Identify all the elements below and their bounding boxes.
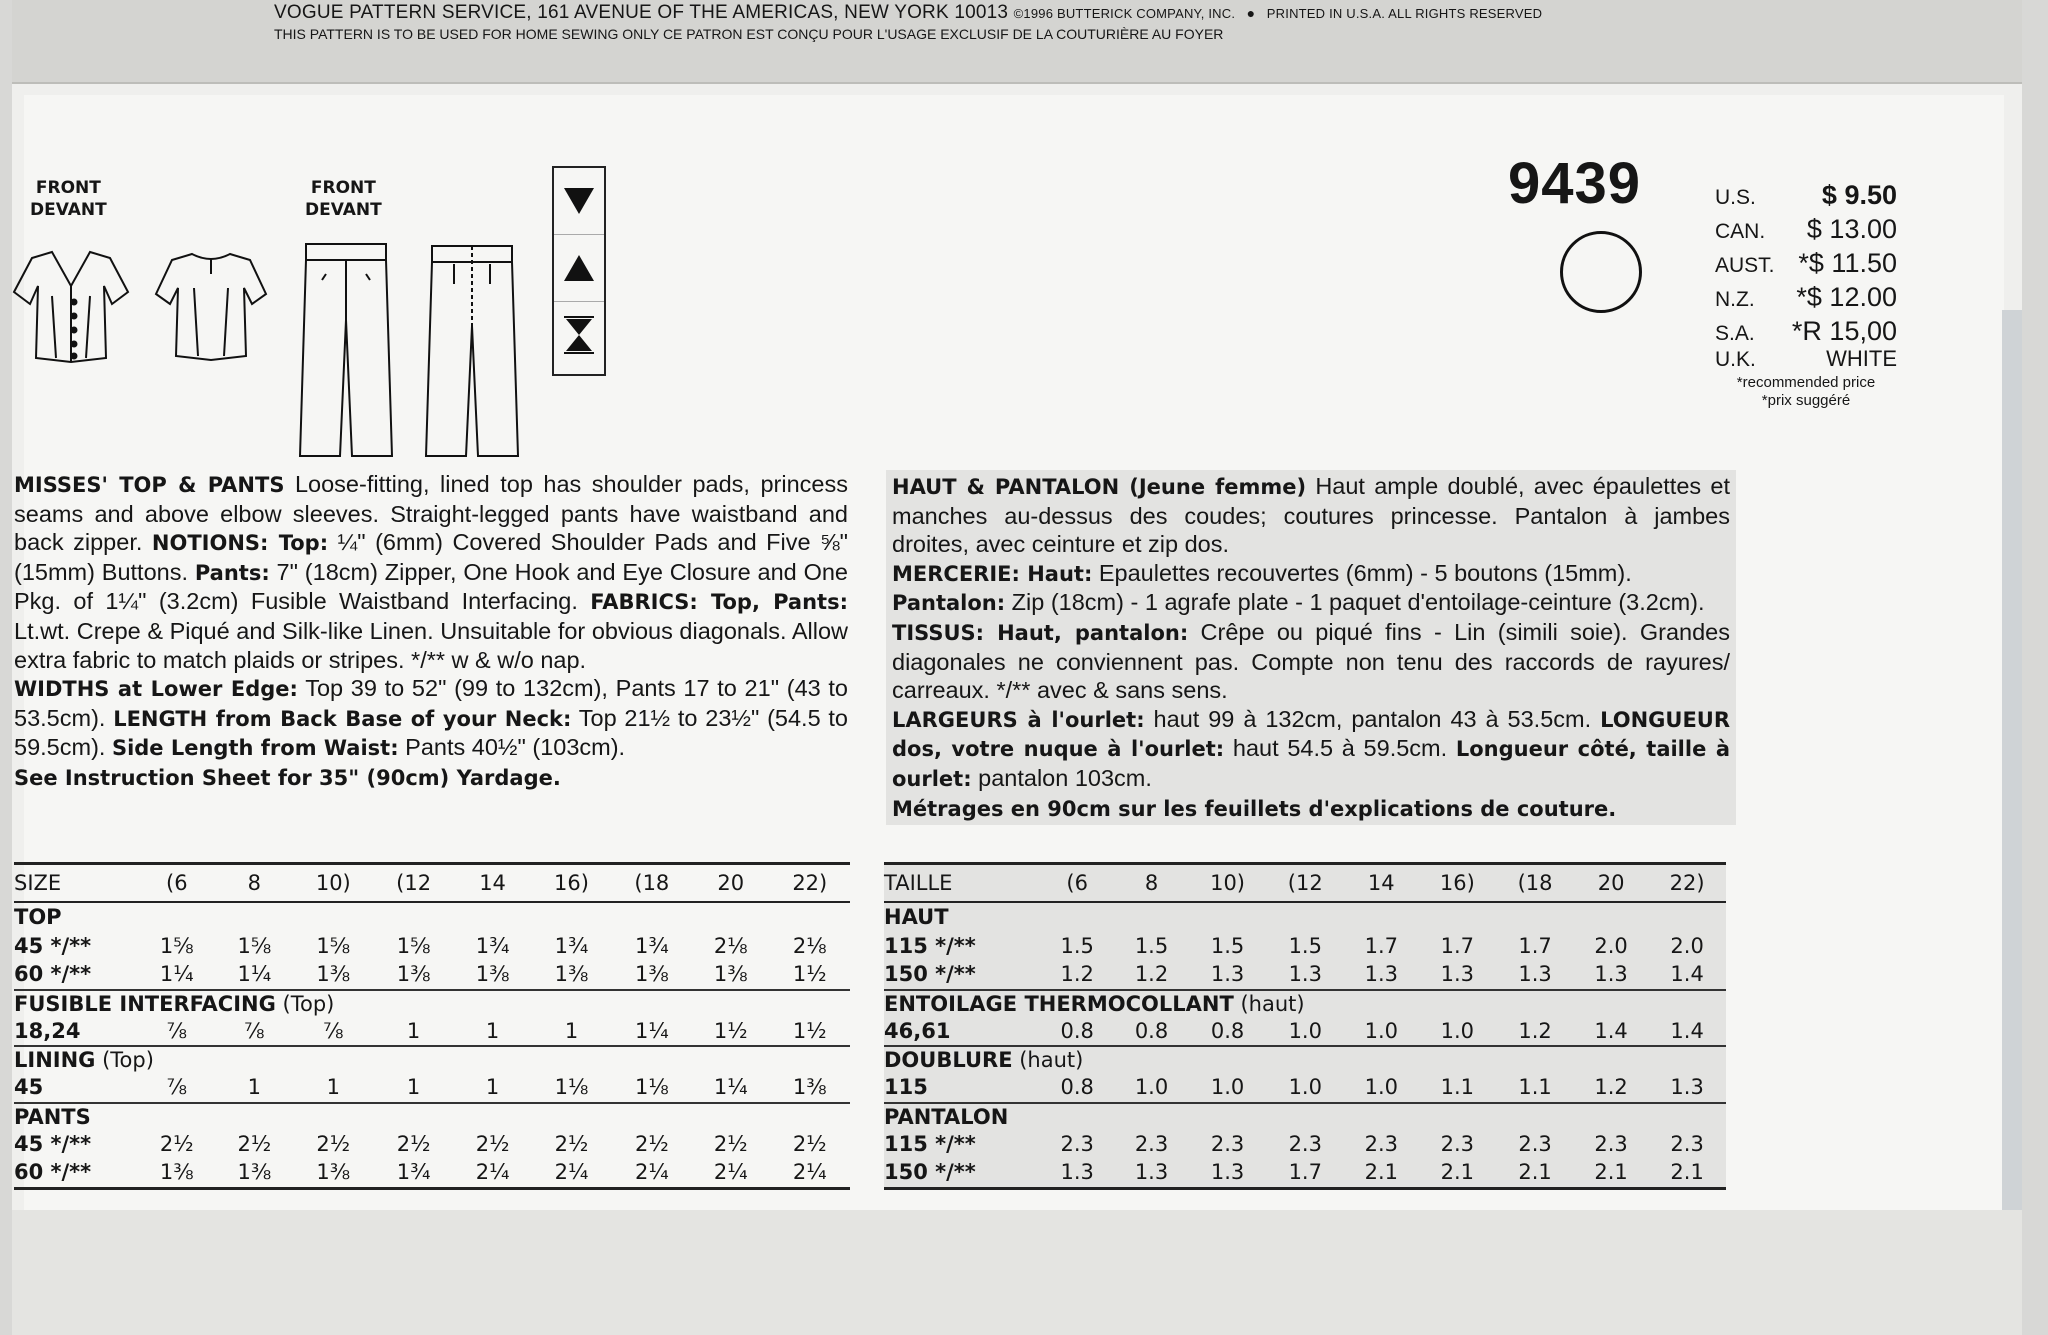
fabrics-label: FABRICS: Top, Pants:: [590, 590, 848, 615]
table-cell: 1.2: [1594, 1075, 1628, 1100]
table-cell: 2.3: [1364, 1131, 1398, 1156]
group-header-row: [884, 1046, 1726, 1073]
price-row: [1715, 282, 1897, 316]
desc-title: MISSES' TOP & PANTS: [14, 473, 285, 497]
table-cell: 1.7: [1364, 933, 1398, 958]
table-cell: 2.1: [1344, 1158, 1418, 1188]
price-list: [1715, 180, 1897, 410]
group-title: DOUBLURE: [884, 1048, 1013, 1072]
price-row: [1715, 248, 1897, 282]
table-cell: 1.3: [1518, 962, 1552, 987]
table-cell: 2¼: [454, 1158, 532, 1188]
table-cell: 1¾: [475, 933, 510, 958]
size-cell: 16): [531, 864, 611, 903]
table-cell: 1: [564, 1018, 579, 1043]
table-cell: 1.3: [1040, 1158, 1114, 1188]
group-name: [14, 1046, 850, 1073]
table-cell: 2¼: [612, 1158, 692, 1188]
row-label: 45 */**: [14, 933, 92, 958]
table-row: [884, 960, 1726, 990]
size-cell: (18: [612, 864, 692, 903]
table-cell: 1½: [713, 1018, 748, 1043]
table-cell: 2¼: [531, 1158, 611, 1188]
top-back-sketch: [154, 248, 268, 364]
table-cell: 1.4: [1594, 1018, 1628, 1043]
table-cell: ⅞: [166, 1018, 187, 1043]
group-name: [14, 902, 850, 932]
table-row: [14, 1073, 850, 1103]
length-text: Top 21½ to 23½" (54.5 to 59.5cm).: [14, 704, 849, 761]
table-cell: 1½: [792, 1018, 827, 1043]
table-cell: 0.8: [1060, 1018, 1094, 1043]
fabrics-text: Lt.wt. Crepe & Piqué and Silk-like Linen. Unsuitable for obvious diagonals. Allow extra fabric to match plaids or stripes. */** w & w/o nap.: [14, 617, 848, 673]
table-cell: 1⅛: [554, 1075, 589, 1100]
yardage-table-en: [14, 862, 850, 1190]
pants-notions-text: 7" (18cm) Zipper, One Hook and Eye Closure and One Pkg. of 1¼" (3.2cm) Fusible Waistband Interfacing.: [14, 558, 848, 615]
table-cell: 1.7: [1518, 933, 1552, 958]
table-cell: 1.1: [1440, 1075, 1475, 1100]
group-title: HAUT: [884, 905, 949, 930]
table-cell: 1: [406, 1018, 421, 1043]
group-name: [884, 902, 1726, 932]
table-cell: 1⅜: [554, 962, 589, 987]
pants-back-sketch: [424, 242, 520, 460]
price-value: $ 9.50: [1821, 180, 1897, 210]
table-cell: 1.0: [1440, 1018, 1475, 1043]
desc-title-fr: HAUT & PANTALON (Jeune femme): [892, 475, 1307, 499]
copyright: ©1996 BUTTERICK COMPANY, INC.: [1013, 6, 1236, 21]
group-header-row: [884, 990, 1726, 1017]
table-cell: 1.0: [1288, 1018, 1322, 1043]
table-cell: 2.3: [1288, 1131, 1322, 1156]
pants-front-sketch: [298, 240, 394, 460]
row-label: 115 */**: [884, 1131, 976, 1156]
table-cell: 1: [485, 1018, 500, 1043]
table-cell: 1¼: [159, 962, 194, 987]
table-cell: 1⅜: [634, 962, 669, 987]
table-cell: 2.0: [1670, 933, 1704, 958]
group-header-row: [14, 902, 850, 932]
row-label: 150 */**: [884, 1158, 1040, 1188]
table-cell: 1.0: [1134, 1075, 1169, 1100]
table-cell: 1¾: [373, 1158, 453, 1188]
table-cell: 1.3: [1210, 962, 1245, 987]
largeurs-label: LARGEURS à l'ourlet:: [892, 707, 1145, 732]
table-cell: 2½: [396, 1131, 431, 1156]
table-cell: 1: [247, 1075, 262, 1100]
table-row: [884, 1158, 1726, 1188]
price-value: *R 15,00: [1791, 316, 1897, 346]
group-header-row: [14, 1046, 850, 1073]
table-cell: 1.3: [1594, 962, 1628, 987]
table-cell: 1.5: [1210, 933, 1245, 958]
price-value: *$ 11.50: [1798, 248, 1897, 278]
rights-notice: PRINTED IN U.S.A. ALL RIGHTS RESERVED: [1266, 6, 1543, 21]
group-title: FUSIBLE INTERFACING: [14, 991, 276, 1016]
table-cell: 1⅜: [396, 962, 431, 987]
table-cell: 1⅝: [237, 933, 272, 958]
table-cell: 1.5: [1060, 933, 1094, 958]
desc-body: Loose-fitting, lined top has shoulder pads, princess seams and above elbow sleeves. Straight-legged pants have waistband and back zipper.: [14, 471, 848, 556]
table-row: [14, 932, 850, 961]
group-title: PANTALON: [884, 1104, 1009, 1129]
price-country: AUST.: [1715, 254, 1775, 277]
table-row: [884, 1130, 1726, 1159]
table-cell: 1½: [792, 962, 827, 987]
row-label: 45: [14, 1075, 44, 1100]
table-cell: ⅞: [323, 1018, 344, 1043]
price-row: [1715, 316, 1897, 346]
table-cell: 2.1: [1648, 1158, 1726, 1188]
size-cell: 16): [1418, 864, 1496, 903]
size-header-row: [884, 864, 1726, 903]
price-country: S.A.: [1715, 322, 1755, 345]
table-cell: 1: [485, 1075, 500, 1100]
row-label: 45 */**: [14, 1131, 92, 1156]
table-cell: 2.3: [1670, 1131, 1704, 1156]
price-row: [1715, 180, 1897, 214]
fabric-symbol-legend: [552, 166, 606, 376]
size-label: TAILLE: [884, 864, 1040, 903]
size-cell: 10): [1189, 864, 1267, 903]
table-cell: 2¼: [692, 1158, 770, 1188]
notions-label: NOTIONS: Top:: [151, 531, 329, 556]
table-cell: 1.3: [1364, 962, 1398, 987]
table-cell: 0.8: [1210, 1018, 1245, 1043]
table-cell: ⅞: [166, 1075, 187, 1100]
group-note: (haut): [1233, 991, 1305, 1016]
table-cell: 2½: [475, 1131, 510, 1156]
up-arrow-icon: [554, 235, 604, 302]
table-cell: 1⅜: [475, 962, 510, 987]
size-cell: 22): [1648, 864, 1726, 903]
mercerie-text: Epaulettes recouvertes (6mm) - 5 boutons (15mm).: [1092, 559, 1632, 586]
longueur-label: LONGUEUR dos, votre nuque à l'ourlet:: [892, 707, 1731, 762]
group-header-row: [14, 990, 850, 1017]
table-cell: 2¼: [770, 1158, 850, 1188]
table-cell: 2⅛: [792, 933, 827, 958]
size-cell: (12: [1266, 864, 1344, 903]
table-row: [14, 1130, 850, 1159]
group-note: (Top): [95, 1048, 154, 1072]
table-cell: 1.0: [1210, 1075, 1245, 1100]
table-cell: 2.1: [1418, 1158, 1496, 1188]
side-length-text: Pants 40½" (103cm).: [398, 734, 626, 761]
size-cell: 8: [216, 864, 294, 903]
pants-front-label-en: FRONT: [310, 178, 376, 198]
size-cell: (6: [138, 864, 216, 903]
table-cell: 1: [326, 1075, 340, 1100]
table-cell: 1.3: [1440, 962, 1475, 987]
widths-text: Top 39 to 52" (99 to 132cm), Pants 17 to 21" (43 to 53.5cm).: [14, 675, 848, 731]
size-cell: 22): [770, 864, 850, 903]
pantalon-label: Pantalon:: [892, 591, 1006, 616]
row-label: 46,61: [884, 1018, 951, 1043]
table-row: [884, 1073, 1726, 1103]
metrages-note: Métrages en 90cm sur les feuillets d'explications de couture.: [892, 796, 1617, 821]
table-row: [14, 960, 850, 990]
row-label: 60 */**: [14, 962, 92, 987]
price-row: [1715, 346, 1897, 374]
top-front-sketch: [12, 246, 130, 366]
circle-mark: [1560, 231, 1642, 313]
largeurs-text: haut 99 à 132cm, pantalon 43 à 53.5cm.: [1144, 705, 1601, 732]
table-cell: 1: [406, 1075, 421, 1100]
top-front-label-fr: DEVANT: [30, 200, 107, 220]
table-cell: 1.0: [1364, 1075, 1398, 1100]
group-header-row: [14, 1103, 850, 1130]
table-cell: 2.3: [1134, 1131, 1169, 1156]
table-cell: 1.7: [1266, 1158, 1344, 1188]
desc-body-fr: Haut ample doublé, avec épaulettes et manches au-dessus des coudes; coutures princesse. Pantalon à jambes droites, avec ceinture et zip dos.: [892, 473, 1730, 558]
size-header-row: [14, 864, 850, 903]
group-title: ENTOILAGE THERMOCOLLANT: [884, 991, 1234, 1016]
table-cell: 1.4: [1670, 1018, 1704, 1043]
price-row: [1715, 214, 1897, 248]
table-cell: 1¼: [634, 1018, 669, 1043]
table-cell: 1.7: [1440, 933, 1475, 958]
table-cell: 1.4: [1670, 962, 1704, 987]
table-cell: 1.3: [1670, 1075, 1704, 1100]
measurement-strip: [2002, 310, 2022, 1210]
group-name: [14, 1103, 850, 1130]
price-value: $ 13.00: [1806, 214, 1897, 244]
table-cell: 1.3: [1189, 1158, 1267, 1188]
yardage-table-fr: [884, 862, 1726, 1190]
table-cell: 1⅜: [293, 1158, 373, 1188]
table-cell: 1¾: [554, 933, 589, 958]
table-cell: 1.1: [1518, 1075, 1552, 1100]
table-cell: 1¼: [713, 1075, 748, 1100]
table-cell: ⅞: [244, 1018, 265, 1043]
cote-text: pantalon 103cm.: [971, 764, 1152, 791]
row-label: 18,24: [14, 1018, 81, 1043]
size-cell: 20: [692, 864, 770, 903]
group-name: [14, 990, 850, 1017]
group-title: LINING: [14, 1048, 96, 1072]
table-cell: 1⅜: [138, 1158, 216, 1188]
table-cell: 1.3: [1114, 1158, 1188, 1188]
length-label: LENGTH from Back Base of your Neck:: [113, 706, 572, 731]
pants-notions-label: Pants:: [194, 560, 270, 585]
row-label: 115: [884, 1075, 928, 1100]
top-front-label: [30, 177, 107, 221]
pantalon-text: Zip (18cm) - 1 agrafe plate - 1 paquet d'entoilage-ceinture (3.2cm).: [1005, 589, 1705, 616]
row-label: 60 */**: [14, 1158, 138, 1188]
table-cell: 1.0: [1364, 1018, 1398, 1043]
description-en: [14, 470, 848, 793]
widths-label: WIDTHS at Lower Edge:: [14, 677, 298, 702]
table-cell: 1⅝: [396, 933, 431, 958]
group-note: (haut): [1012, 1048, 1084, 1072]
pants-front-label: [305, 177, 382, 221]
table-cell: 2.3: [1594, 1131, 1628, 1156]
cote-label: Longueur côté, taille à ourlet:: [892, 737, 1730, 791]
price-note-fr: *prix suggéré: [1761, 392, 1851, 409]
price-value: WHITE: [1826, 346, 1897, 371]
table-cell: 1⅛: [634, 1075, 669, 1100]
table-cell: 1.2: [1134, 962, 1169, 987]
table-cell: 2½: [159, 1131, 194, 1156]
table-cell: 1¾: [634, 933, 669, 958]
size-label: SIZE: [14, 864, 138, 903]
size-cell: 8: [1114, 864, 1188, 903]
price-country: CAN.: [1715, 220, 1766, 243]
size-cell: (18: [1496, 864, 1574, 903]
table-cell: 1¼: [237, 962, 272, 987]
table-cell: 2.0: [1594, 933, 1628, 958]
side-length-label: Side Length from Waist:: [111, 736, 399, 761]
top-front-label-en: FRONT: [35, 178, 101, 198]
table-cell: 1⅜: [792, 1075, 827, 1100]
size-cell: (6: [1040, 864, 1114, 903]
group-note: (Top): [275, 991, 335, 1016]
notions-text: ¼" (6mm) Covered Shoulder Pads and Five ⅝" (15mm) Buttons.: [14, 529, 848, 585]
table-cell: 2½: [792, 1131, 827, 1156]
mercerie-label: MERCERIE: Haut:: [892, 561, 1093, 586]
table-cell: 2½: [713, 1131, 748, 1156]
group-title: TOP: [14, 905, 62, 930]
size-cell: 10): [293, 864, 373, 903]
table-cell: 2½: [237, 1131, 272, 1156]
table-cell: 2.1: [1574, 1158, 1648, 1188]
table-cell: 2.3: [1440, 1131, 1475, 1156]
table-cell: 1⅝: [316, 933, 351, 958]
table-cell: 1.5: [1288, 933, 1322, 958]
table-cell: 1⅜: [713, 962, 748, 987]
envelope-bottom: [12, 1210, 2022, 1335]
pants-front-label-fr: DEVANT: [305, 200, 382, 220]
table-cell: 2.3: [1518, 1131, 1552, 1156]
table-cell: 2.1: [1496, 1158, 1574, 1188]
table-cell: 1.0: [1288, 1075, 1322, 1100]
size-cell: 20: [1574, 864, 1648, 903]
table-cell: 1.5: [1134, 933, 1169, 958]
bullet: ●: [1246, 5, 1256, 21]
table-cell: 2½: [316, 1131, 351, 1156]
down-arrow-icon: [554, 168, 604, 235]
tissus-label: TISSUS: Haut, pantalon:: [892, 620, 1189, 645]
table-cell: 1⅜: [316, 962, 351, 987]
group-name: [884, 990, 1726, 1017]
table-cell: 2.3: [1210, 1131, 1245, 1156]
group-name: [884, 1046, 1726, 1073]
table-cell: 1.2: [1060, 962, 1094, 987]
table-row: [14, 1158, 850, 1188]
longueur-text: haut 54.5 à 59.5cm.: [1224, 735, 1456, 762]
group-name: [884, 1103, 1726, 1130]
envelope-flap: [12, 0, 2022, 84]
table-cell: 1.2: [1518, 1018, 1552, 1043]
table-row: [884, 1017, 1726, 1047]
price-country: N.Z.: [1715, 288, 1755, 311]
hourglass-icon: [554, 302, 604, 368]
price-value: *$ 12.00: [1796, 282, 1897, 312]
group-header-row: [884, 1103, 1726, 1130]
table-row: [14, 1017, 850, 1047]
table-cell: 2½: [554, 1131, 589, 1156]
table-row: [884, 932, 1726, 961]
table-cell: 2.3: [1060, 1131, 1094, 1156]
table-cell: 1⅝: [159, 933, 194, 958]
home-sewing-notice: THIS PATTERN IS TO BE USED FOR HOME SEWING ONLY CE PATRON EST CONÇU POUR L'USAGE EXCLUSIF DE LA COUTURIÈRE AU FOYER: [274, 26, 1224, 42]
table-cell: 1⅜: [216, 1158, 294, 1188]
row-label: 115 */**: [884, 933, 976, 958]
table-cell: 0.8: [1060, 1075, 1094, 1100]
table-cell: 2⅛: [713, 933, 748, 958]
description-fr: [886, 470, 1736, 825]
size-cell: 14: [1344, 864, 1418, 903]
publisher-line: [274, 2, 1542, 24]
size-cell: (12: [373, 864, 453, 903]
group-header-row: [884, 902, 1726, 932]
price-note-en: *recommended price: [1736, 374, 1876, 391]
group-title: PANTS: [14, 1104, 91, 1129]
table-cell: 0.8: [1134, 1018, 1169, 1043]
row-label: 150 */**: [884, 962, 976, 987]
tissus-text: Crêpe ou piqué fins - Lin (simili soie). Grandes diagonales ne conviennent pas. Compte non tenu des raccords de rayures/ carreaux. */** avec & sans sens.: [892, 618, 1730, 704]
yardage-note: See Instruction Sheet for 35" (90cm) Yardage.: [14, 765, 561, 790]
publisher-address: VOGUE PATTERN SERVICE, 161 AVENUE OF THE AMERICAS, NEW YORK 10013: [274, 2, 1009, 23]
price-country: U.K.: [1715, 348, 1756, 371]
table-cell: 1.3: [1288, 962, 1322, 987]
pattern-number: 9439: [1508, 151, 1642, 216]
price-country: U.S.: [1715, 186, 1756, 209]
size-cell: 14: [454, 864, 532, 903]
table-cell: 2½: [634, 1131, 669, 1156]
